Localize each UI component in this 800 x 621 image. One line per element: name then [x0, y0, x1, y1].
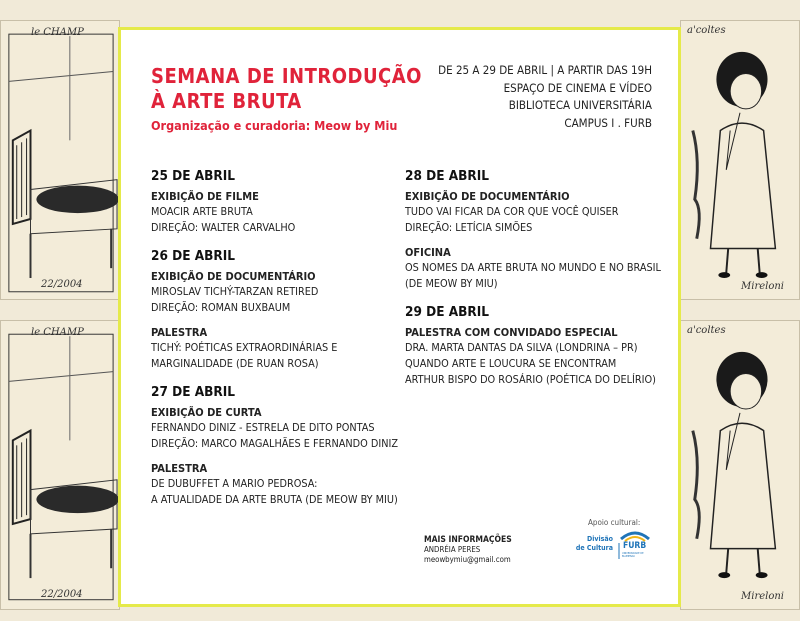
event-item [151, 190, 411, 236]
day-25 [151, 168, 411, 236]
event-info [438, 62, 652, 132]
artwork-left-bottom [0, 320, 120, 610]
day-date: 27 DE ABRIL [151, 384, 235, 400]
day-date: 26 DE ABRIL [151, 248, 235, 264]
event-line: OS NOMES DA ARTE BRUTA NO MUNDO E NO BRASIL [405, 261, 661, 274]
event-line: DIREÇÃO: MARCO MAGALHÃES E FERNANDO DINIZ [151, 437, 398, 450]
poster-title [151, 64, 422, 114]
logo1-line2: de Cultura [575, 543, 613, 552]
event-type: PALESTRA COM CONVIDADO ESPECIAL [405, 326, 618, 339]
info-dates: DE 25 A 29 DE ABRIL | A PARTIR DAS 19H [438, 63, 652, 77]
event-line: TICHÝ: POÉTICAS EXTRAORDINÁRIAS E [151, 341, 338, 354]
event-line: A ATUALIDADE DA ARTE BRUTA (DE MEOW BY MIU) [151, 493, 398, 506]
more-info-name: ANDRÉIA PERES [424, 545, 481, 554]
day-date: 28 DE ABRIL [405, 168, 489, 184]
artwork-right-bottom [680, 320, 800, 610]
event-item [405, 190, 665, 236]
event-line: FERNANDO DINIZ - ESTRELA DE DITO PONTAS [151, 421, 375, 434]
event-line: DIREÇÃO: LETÍCIA SIMÕES [405, 221, 533, 234]
schedule-right [405, 168, 665, 400]
artwork-left-top [0, 20, 120, 300]
info-library: BIBLIOTECA UNIVERSITÁRIA [508, 98, 652, 112]
event-line: MARGINALIDADE (DE RUAN ROSA) [151, 357, 319, 370]
event-line: DE DUBUFFET A MARIO PEDROSA: [151, 477, 318, 490]
schedule-left [151, 168, 411, 520]
furb-name: FURB [623, 541, 647, 551]
event-poster [118, 27, 681, 607]
event-line: DIREÇÃO: WALTER CARVALHO [151, 221, 296, 234]
day-29 [405, 304, 665, 388]
event-line: DIREÇÃO: ROMAN BUXBAUM [151, 301, 291, 314]
left-bottom-caption: le CHAMP [31, 327, 84, 338]
event-line: MOACIR ARTE BRUTA [151, 205, 253, 218]
left-top-caption: le CHAMP [31, 27, 84, 38]
day-28 [405, 168, 665, 292]
event-line: MIROSLAV TICHÝ-TARZAN RETIRED [151, 285, 319, 298]
event-item [151, 406, 411, 452]
bed-drawing [1, 21, 119, 299]
support-label: Apoio cultural: [588, 518, 641, 527]
day-date: 29 DE ABRIL [405, 304, 489, 320]
day-date: 25 DE ABRIL [151, 168, 235, 184]
right-top-caption: a'coltes [687, 25, 726, 36]
event-item [151, 462, 411, 508]
furb-logo [617, 527, 653, 561]
right-bottom-caption: a'coltes [687, 325, 726, 336]
event-line: QUANDO ARTE E LOUCURA SE ENCONTRAM [405, 357, 617, 370]
day-27 [151, 384, 411, 508]
artwork-right-top [680, 20, 800, 300]
right-bottom-signature: Mireloni [741, 591, 784, 602]
event-type: OFICINA [405, 246, 451, 259]
more-info-email[interactable]: meowbymiu@gmail.com [424, 555, 511, 564]
furb-sub: UNIVERSIDADE DE BLUMENAU [622, 552, 644, 558]
left-top-date: 22/2004 [41, 279, 83, 290]
event-item [405, 246, 665, 292]
event-item [151, 270, 411, 316]
poster-subtitle: Organização e curadoria: Meow by Miu [151, 118, 398, 133]
woman-drawing [681, 321, 799, 609]
bed-drawing [1, 321, 119, 609]
woman-drawing [681, 21, 799, 299]
event-line: ARTHUR BISPO DO ROSÁRIO (POÉTICA DO DELÍRIO) [405, 373, 656, 386]
day-26 [151, 248, 411, 372]
event-type: EXIBIÇÃO DE DOCUMENTÁRIO [151, 270, 316, 283]
event-line: TUDO VAI FICAR DA COR QUE VOCÊ QUISER [405, 205, 619, 218]
event-type: EXIBIÇÃO DE CURTA [151, 406, 262, 419]
event-type: PALESTRA [151, 326, 208, 339]
info-campus: CAMPUS I . FURB [564, 115, 652, 130]
logo1-line1: Divisão [587, 535, 613, 543]
more-info [424, 535, 512, 565]
info-venue: ESPAÇO DE CINEMA E VÍDEO [503, 80, 652, 95]
event-line: DRA. MARTA DANTAS DA SILVA (LONDRINA – PR) [405, 341, 638, 354]
title-line-2: À ARTE BRUTA [151, 89, 302, 113]
more-info-label: MAIS INFORMAÇÕES [424, 535, 512, 545]
event-line: (DE MEOW BY MIU) [405, 277, 498, 290]
event-type: PALESTRA [151, 462, 208, 475]
event-item [405, 326, 665, 388]
right-top-signature: Mireloni [741, 281, 784, 292]
divisao-cultura-logo [573, 535, 613, 559]
event-type: EXIBIÇÃO DE DOCUMENTÁRIO [405, 190, 570, 203]
left-bottom-date: 22/2004 [41, 589, 83, 600]
event-item [151, 326, 411, 372]
event-type: EXIBIÇÃO DE FILME [151, 190, 259, 203]
title-line-1: SEMANA DE INTRODUÇÃO [151, 64, 422, 88]
